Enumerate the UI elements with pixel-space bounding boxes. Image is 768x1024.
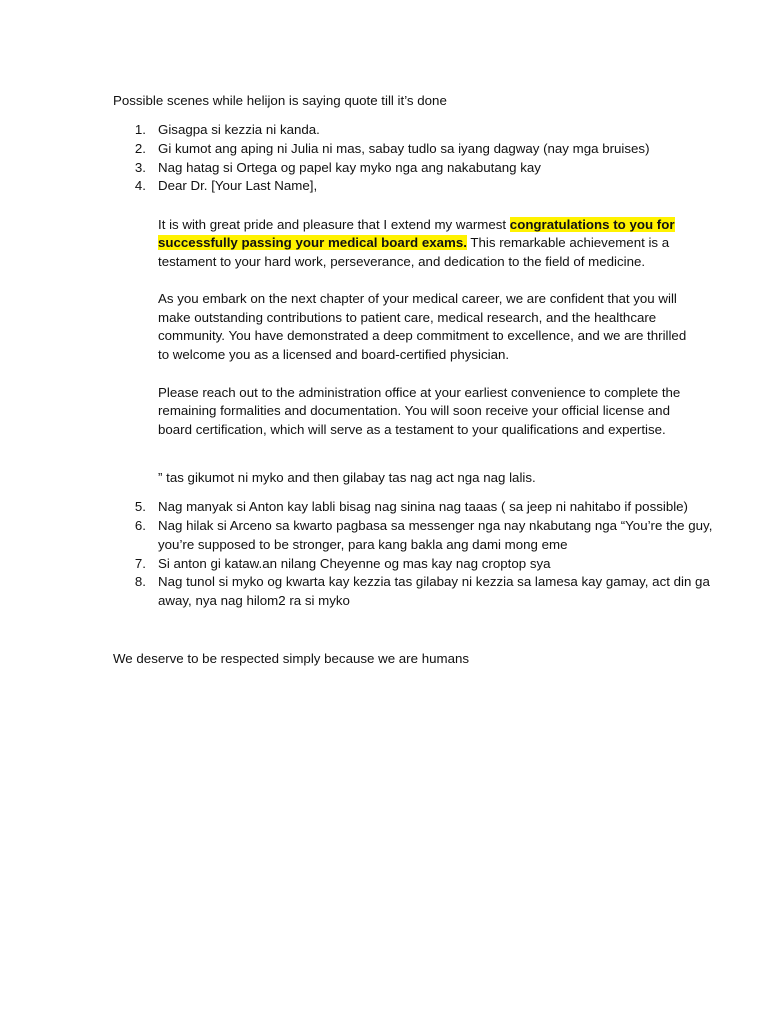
letter-text: It is with great pride and pleasure that I extend my warmest xyxy=(158,217,510,232)
letter-paragraph-line: community. You have demonstrated a deep commitment to excellence, and we are thrilled xyxy=(158,328,687,343)
list-number: 4. xyxy=(134,178,146,193)
list-number: 8. xyxy=(134,574,146,589)
letter-salutation: Dear Dr. [Your Last Name], xyxy=(158,178,318,193)
document-heading: Possible scenes while helijon is saying quote till it’s done xyxy=(113,93,447,108)
letter-paragraph-line xyxy=(158,234,669,252)
letter-paragraph-line: As you embark on the next chapter of your medical career, we are confident that you will xyxy=(158,291,677,306)
highlighted-text: successfully passing your medical board exams. xyxy=(158,235,467,250)
list-number: 1. xyxy=(134,122,146,137)
list-item: Gisagpa si kezzia ni kanda. xyxy=(158,122,320,137)
highlighted-text: congratulations to you for xyxy=(509,217,675,232)
letter-paragraph-line: make outstanding contributions to patient care, medical research, and the healthcare xyxy=(158,310,657,325)
list-item-continuation: away, nya nag hilom2 ra si myko xyxy=(158,593,350,608)
list-item: Nag hilak si Arceno sa kwarto pagbasa sa messenger nga nay nkabutang nga “You’re the guy, xyxy=(158,518,713,533)
footer-statement: We deserve to be respected simply because we are humans xyxy=(113,651,470,666)
list-item-continuation: you’re supposed to be stronger, para kang bakla ang dami mong eme xyxy=(158,537,568,552)
list-number: 2. xyxy=(134,141,146,156)
letter-paragraph-line xyxy=(158,216,675,234)
list-item: Si anton gi kataw.an nilang Cheyenne og mas kay nag croptop sya xyxy=(158,556,551,571)
letter-paragraph-line: to welcome you as a licensed and board-certified physician. xyxy=(158,347,510,362)
list-item: Nag manyak si Anton kay labli bisag nag sinina nag taaas ( sa jeep ni nahitabo if possible) xyxy=(158,499,688,514)
list-item: Gi kumot ang aping ni Julia ni mas, sabay tudlo sa iyang dagway (nay mga bruises) xyxy=(158,141,650,156)
list-number: 6. xyxy=(134,518,146,533)
letter-paragraph-line: remaining formalities and documentation. You will soon receive your official license and xyxy=(158,403,670,418)
list-number: 7. xyxy=(134,556,146,571)
list-number: 5. xyxy=(134,499,146,514)
letter-paragraph-line: Please reach out to the administration office at your earliest convenience to complete the xyxy=(158,385,681,400)
list-item: Nag tunol si myko og kwarta kay kezzia tas gilabay ni kezzia sa lamesa kay gamay, act din ga xyxy=(158,574,710,589)
letter-paragraph-line: testament to your hard work, perseverance, and dedication to the field of medicine. xyxy=(158,254,646,269)
letter-closing: ” tas gikumot ni myko and then gilabay tas nag act nga nag lalis. xyxy=(158,470,536,485)
list-item: Nag hatag si Ortega og papel kay myko nga ang nakabutang kay xyxy=(158,160,541,175)
letter-paragraph-line: board certification, which will serve as a testament to your qualifications and expertise. xyxy=(158,422,666,437)
letter-text: This remarkable achievement is a xyxy=(466,235,670,250)
list-number: 3. xyxy=(134,160,146,175)
